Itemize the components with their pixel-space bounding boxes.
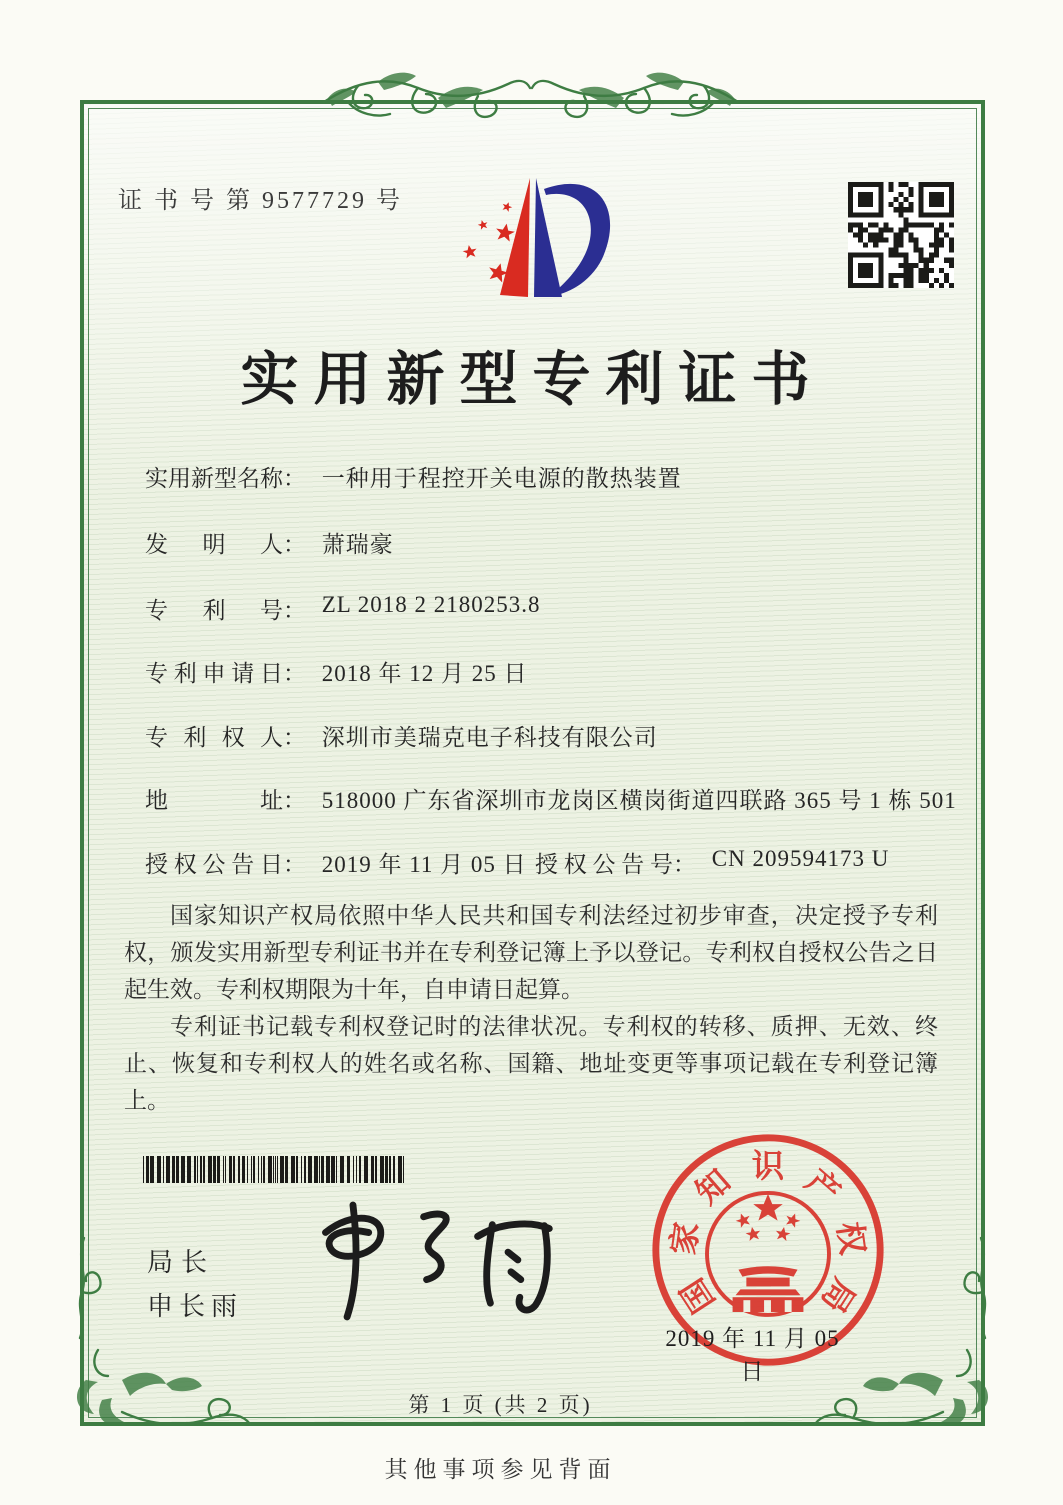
field-colon: ： (673, 852, 696, 877)
director-title: 局长 (147, 1248, 216, 1277)
field-label: 发明人 (145, 532, 283, 557)
svg-text:识: 识 (751, 1149, 785, 1186)
field-patentee (145, 719, 935, 749)
field-inventor (145, 526, 935, 556)
legal-paragraph-1: 国家知识产权局依照中华人民共和国专利法经过初步审查，决定授予专利权，颁发实用新型专利证书并在专利登记簿上予以登记。专利权自授权公告之日起生效。专利权期限为十年，自申请日起算。 (124, 903, 938, 1002)
field-value: 2019 年 11 月 05 日 (321, 852, 527, 877)
director-signature-icon (298, 1190, 563, 1328)
field-patent-number (145, 592, 935, 622)
svg-text:局: 局 (813, 1271, 862, 1319)
cnipa-logo-icon (450, 163, 630, 308)
field-label: 专利申请日 (145, 661, 283, 686)
field-value: 深圳市美瑞克电子科技有限公司 (321, 725, 658, 750)
field-colon: ： (283, 466, 306, 491)
svg-text:家: 家 (665, 1219, 707, 1258)
director-name: 申长雨 (147, 1292, 244, 1321)
field-value: 518000 广东省深圳市龙岗区横岗街道四联路 365 号 1 栋 501 (321, 788, 957, 813)
field-colon: ： (283, 852, 306, 877)
top-scroll-ornament (318, 56, 744, 142)
field-value: 萧瑞豪 (321, 532, 394, 557)
field-address (145, 782, 957, 813)
field-label: 专利权人 (145, 725, 283, 750)
field-label: 专利号 (145, 598, 283, 623)
field-value: 一种用于程控开关电源的散热装置 (321, 466, 682, 491)
page-number: 第 1 页 (共 2 页) (408, 1393, 593, 1417)
legal-text (124, 897, 938, 1119)
certificate-title: 实用新型专利证书 (240, 347, 825, 412)
qr-code (848, 182, 954, 288)
svg-text:国: 国 (674, 1271, 723, 1319)
field-filing-date (145, 655, 935, 685)
back-side-note: 其他事项参见背面 (384, 1457, 617, 1482)
field-colon: ： (283, 788, 306, 813)
certificate-number: 证 书 号 第 9577729 号 (118, 188, 403, 214)
legal-paragraph-2: 专利证书记载专利权登记时的法律状况。专利权的转移、质押、无效、终止、恢复和专利权人的姓名或名称、国籍、地址变更等事项记载在专利登记簿上。 (124, 1014, 938, 1113)
seal-date: 2019 年 11 月 05 日 (665, 1326, 840, 1384)
field-colon: ： (283, 661, 306, 686)
field-label: 实用新型名称 (145, 466, 283, 491)
svg-text:权: 权 (829, 1219, 871, 1258)
field-grant-date (145, 846, 935, 876)
field-label: 授权公告号 (535, 852, 673, 877)
svg-text:产: 产 (798, 1163, 847, 1212)
field-colon: ： (283, 598, 306, 623)
field-label: 授权公告日 (145, 852, 283, 877)
field-label: 地址 (145, 788, 283, 813)
barcode (143, 1156, 407, 1183)
field-value: 2018 年 12 月 25 日 (321, 661, 528, 686)
field-utility-model-name (145, 460, 935, 490)
field-colon: ： (283, 532, 306, 557)
svg-text:知: 知 (689, 1163, 738, 1212)
field-grant-number (535, 846, 889, 879)
field-value: CN 209594173 U (711, 846, 890, 871)
field-value: ZL 2018 2 2180253.8 (321, 592, 541, 617)
field-colon: ： (283, 725, 306, 750)
